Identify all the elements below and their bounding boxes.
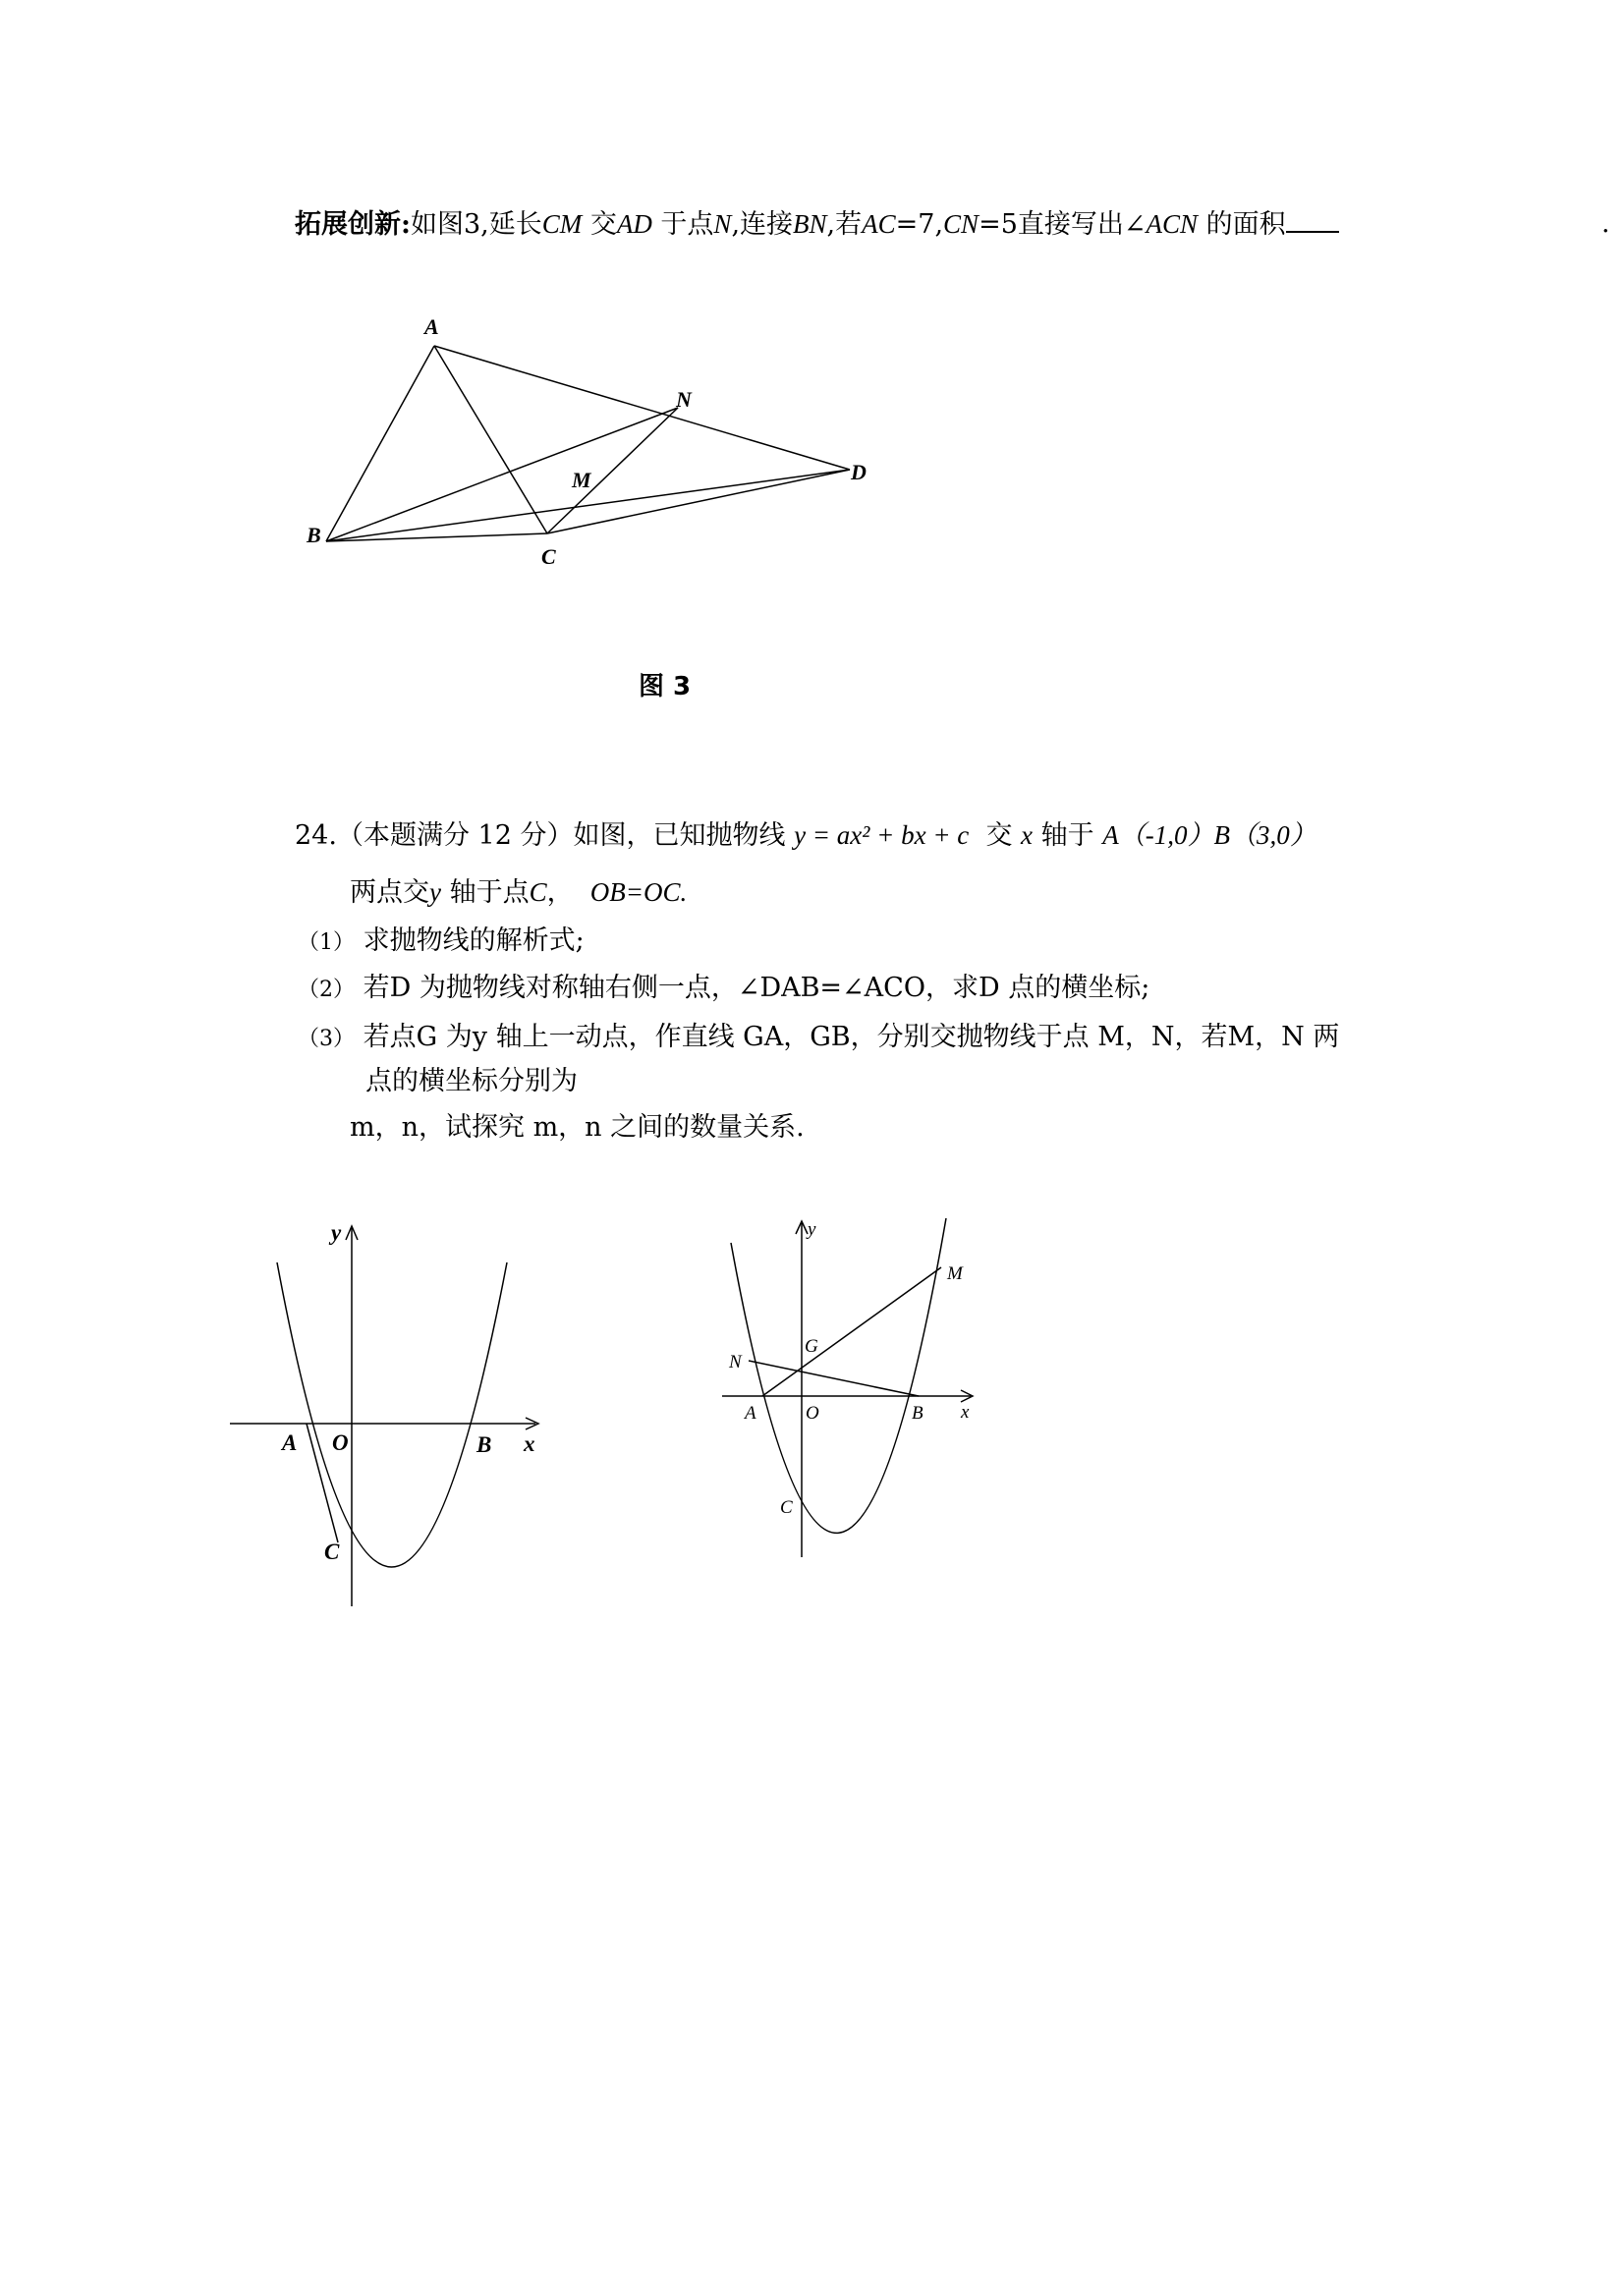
stray-dot: . (1601, 208, 1610, 239)
figure-3-caption: 图 3 (639, 672, 692, 701)
graph2-B: B (912, 1403, 923, 1424)
extension-question: 拓展创新:如图3,延长CM 交AD 于点N,连接BN,若AC=7,CN=5直接写出∠ACN 的面积 (295, 208, 1339, 241)
graph2-N: N (729, 1352, 742, 1372)
label-A: A (424, 314, 439, 339)
graph1-A: A (282, 1430, 298, 1455)
label-B: B (307, 523, 321, 547)
q24-line1: 24.（本题满分 12 分）如图，已知抛物线 y = ax² + bx + c 交 x 轴于 A（-1,0）B（3,0） (295, 820, 1316, 851)
label-M: M (572, 468, 591, 492)
graph1-y: y (331, 1220, 342, 1245)
graph-2 (707, 1208, 973, 1562)
graph1-O: O (332, 1430, 349, 1455)
graph1-C: C (324, 1540, 340, 1564)
graph1-x: x (524, 1431, 535, 1456)
q24-part3-line3: m，n，试探究 m，n 之间的数量关系. (350, 1112, 805, 1143)
q24-line2: 两点交y 轴于点C， OB=OC. (350, 877, 688, 908)
graph2-y: y (808, 1219, 816, 1240)
q24-part3: （3） 若点G 为y 轴上一动点，作直线 GA，GB，分别交抛物线于点 M，N，若M，N 两 (298, 1022, 1340, 1052)
graph1-B: B (476, 1432, 492, 1457)
graph2-x: x (961, 1402, 970, 1423)
q24-part1: （1） 求抛物线的解析式; (298, 925, 585, 956)
label-N: N (676, 387, 692, 412)
graph-1 (226, 1213, 550, 1606)
extension-label: 拓展创新: (295, 209, 411, 240)
graph2-C: C (780, 1497, 793, 1518)
answer-blank (1286, 209, 1339, 233)
q24-part2: （2） 若D 为抛物线对称轴右侧一点，∠DAB=∠ACO，求D 点的横坐标; (298, 973, 1150, 1003)
graph2-A: A (745, 1403, 756, 1424)
label-D: D (851, 460, 867, 484)
graph2-O: O (806, 1403, 819, 1424)
q24-part3-line2: 点的横坐标分别为 (365, 1066, 578, 1096)
graph2-M: M (947, 1263, 963, 1284)
label-C: C (541, 544, 556, 569)
graph2-G: G (805, 1336, 818, 1357)
figure-3 (295, 305, 884, 599)
equation: y = ax² + bx + c (794, 820, 970, 850)
